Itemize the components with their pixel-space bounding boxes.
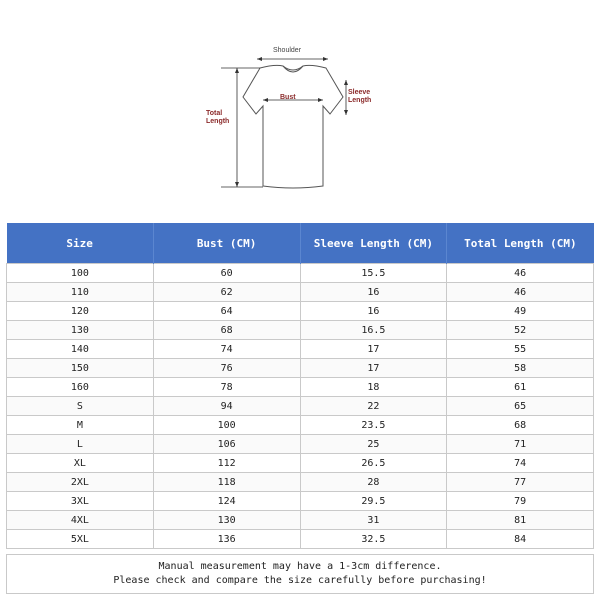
- sleeve-label-line2: Length: [348, 97, 372, 104]
- cell-size: 150: [7, 359, 154, 378]
- header-size: Size: [7, 223, 154, 264]
- cell-bust: 94: [153, 397, 300, 416]
- cell-sleeve-length: 26.5: [300, 454, 447, 473]
- cell-total-length: 46: [447, 264, 594, 283]
- cell-bust: 64: [153, 302, 300, 321]
- table-row: [7, 416, 594, 435]
- cell-sleeve-length: 31: [300, 511, 447, 530]
- cell-total-length: 49: [447, 302, 594, 321]
- cell-total-length: 55: [447, 340, 594, 359]
- header-bust: Bust (CM): [153, 223, 300, 264]
- cell-size: 130: [7, 321, 154, 340]
- sleeve-length-label: [348, 89, 371, 105]
- cell-bust: 124: [153, 492, 300, 511]
- cell-size: 160: [7, 378, 154, 397]
- tshirt-icon: [205, 40, 385, 195]
- cell-bust: 74: [153, 340, 300, 359]
- cell-size: 120: [7, 302, 154, 321]
- cell-total-length: 77: [447, 473, 594, 492]
- cell-sleeve-length: 25: [300, 435, 447, 454]
- measurement-note: [6, 554, 594, 594]
- cell-size: XL: [7, 454, 154, 473]
- table-row: [7, 321, 594, 340]
- size-chart-table: [6, 223, 594, 549]
- cell-sleeve-length: 18: [300, 378, 447, 397]
- cell-total-length: 84: [447, 530, 594, 549]
- total-label-line2: Length: [206, 118, 230, 125]
- cell-size: 4XL: [7, 511, 154, 530]
- cell-sleeve-length: 17: [300, 359, 447, 378]
- size-chart-table-container: [6, 223, 594, 549]
- cell-bust: 118: [153, 473, 300, 492]
- cell-bust: 60: [153, 264, 300, 283]
- cell-bust: 76: [153, 359, 300, 378]
- total-label-line1: Total: [206, 110, 223, 117]
- cell-total-length: 65: [447, 397, 594, 416]
- table-row: [7, 435, 594, 454]
- note-line-1: Manual measurement may have a 1-3cm difference.: [158, 561, 442, 572]
- cell-bust: 68: [153, 321, 300, 340]
- header-total-length: Total Length (CM): [447, 223, 594, 264]
- cell-total-length: 61: [447, 378, 594, 397]
- cell-sleeve-length: 16.5: [300, 321, 447, 340]
- cell-sleeve-length: 16: [300, 302, 447, 321]
- cell-sleeve-length: 22: [300, 397, 447, 416]
- cell-bust: 78: [153, 378, 300, 397]
- header-sleeve-length: Sleeve Length (CM): [300, 223, 447, 264]
- cell-size: L: [7, 435, 154, 454]
- cell-total-length: 46: [447, 283, 594, 302]
- cell-total-length: 74: [447, 454, 594, 473]
- cell-bust: 62: [153, 283, 300, 302]
- cell-bust: 136: [153, 530, 300, 549]
- cell-size: 3XL: [7, 492, 154, 511]
- cell-size: 100: [7, 264, 154, 283]
- table-row: [7, 473, 594, 492]
- bust-label: Bust: [280, 94, 296, 101]
- cell-total-length: 68: [447, 416, 594, 435]
- cell-bust: 106: [153, 435, 300, 454]
- cell-total-length: 52: [447, 321, 594, 340]
- cell-bust: 130: [153, 511, 300, 530]
- table-row: [7, 492, 594, 511]
- table-row: [7, 454, 594, 473]
- cell-sleeve-length: 23.5: [300, 416, 447, 435]
- table-row: [7, 378, 594, 397]
- note-line-2: Please check and compare the size carefully before purchasing!: [113, 575, 487, 586]
- table-row: [7, 340, 594, 359]
- cell-sleeve-length: 32.5: [300, 530, 447, 549]
- shoulder-label: Shoulder: [273, 47, 302, 54]
- table-row: [7, 264, 594, 283]
- table-header-row: [7, 223, 594, 264]
- cell-sleeve-length: 16: [300, 283, 447, 302]
- table-row: [7, 359, 594, 378]
- cell-sleeve-length: 15.5: [300, 264, 447, 283]
- table-row: [7, 511, 594, 530]
- cell-total-length: 79: [447, 492, 594, 511]
- cell-size: 140: [7, 340, 154, 359]
- cell-sleeve-length: 29.5: [300, 492, 447, 511]
- tshirt-measurement-diagram: [205, 40, 385, 195]
- cell-sleeve-length: 17: [300, 340, 447, 359]
- sleeve-label-line1: Sleeve: [348, 89, 371, 96]
- cell-size: M: [7, 416, 154, 435]
- cell-bust: 112: [153, 454, 300, 473]
- table-row: [7, 530, 594, 549]
- cell-size: 110: [7, 283, 154, 302]
- table-row: [7, 283, 594, 302]
- cell-total-length: 81: [447, 511, 594, 530]
- cell-sleeve-length: 28: [300, 473, 447, 492]
- cell-size: S: [7, 397, 154, 416]
- cell-total-length: 58: [447, 359, 594, 378]
- cell-total-length: 71: [447, 435, 594, 454]
- table-row: [7, 397, 594, 416]
- cell-size: 2XL: [7, 473, 154, 492]
- cell-size: 5XL: [7, 530, 154, 549]
- cell-bust: 100: [153, 416, 300, 435]
- total-length-label: [206, 110, 229, 126]
- table-body: [7, 264, 594, 549]
- table-row: [7, 302, 594, 321]
